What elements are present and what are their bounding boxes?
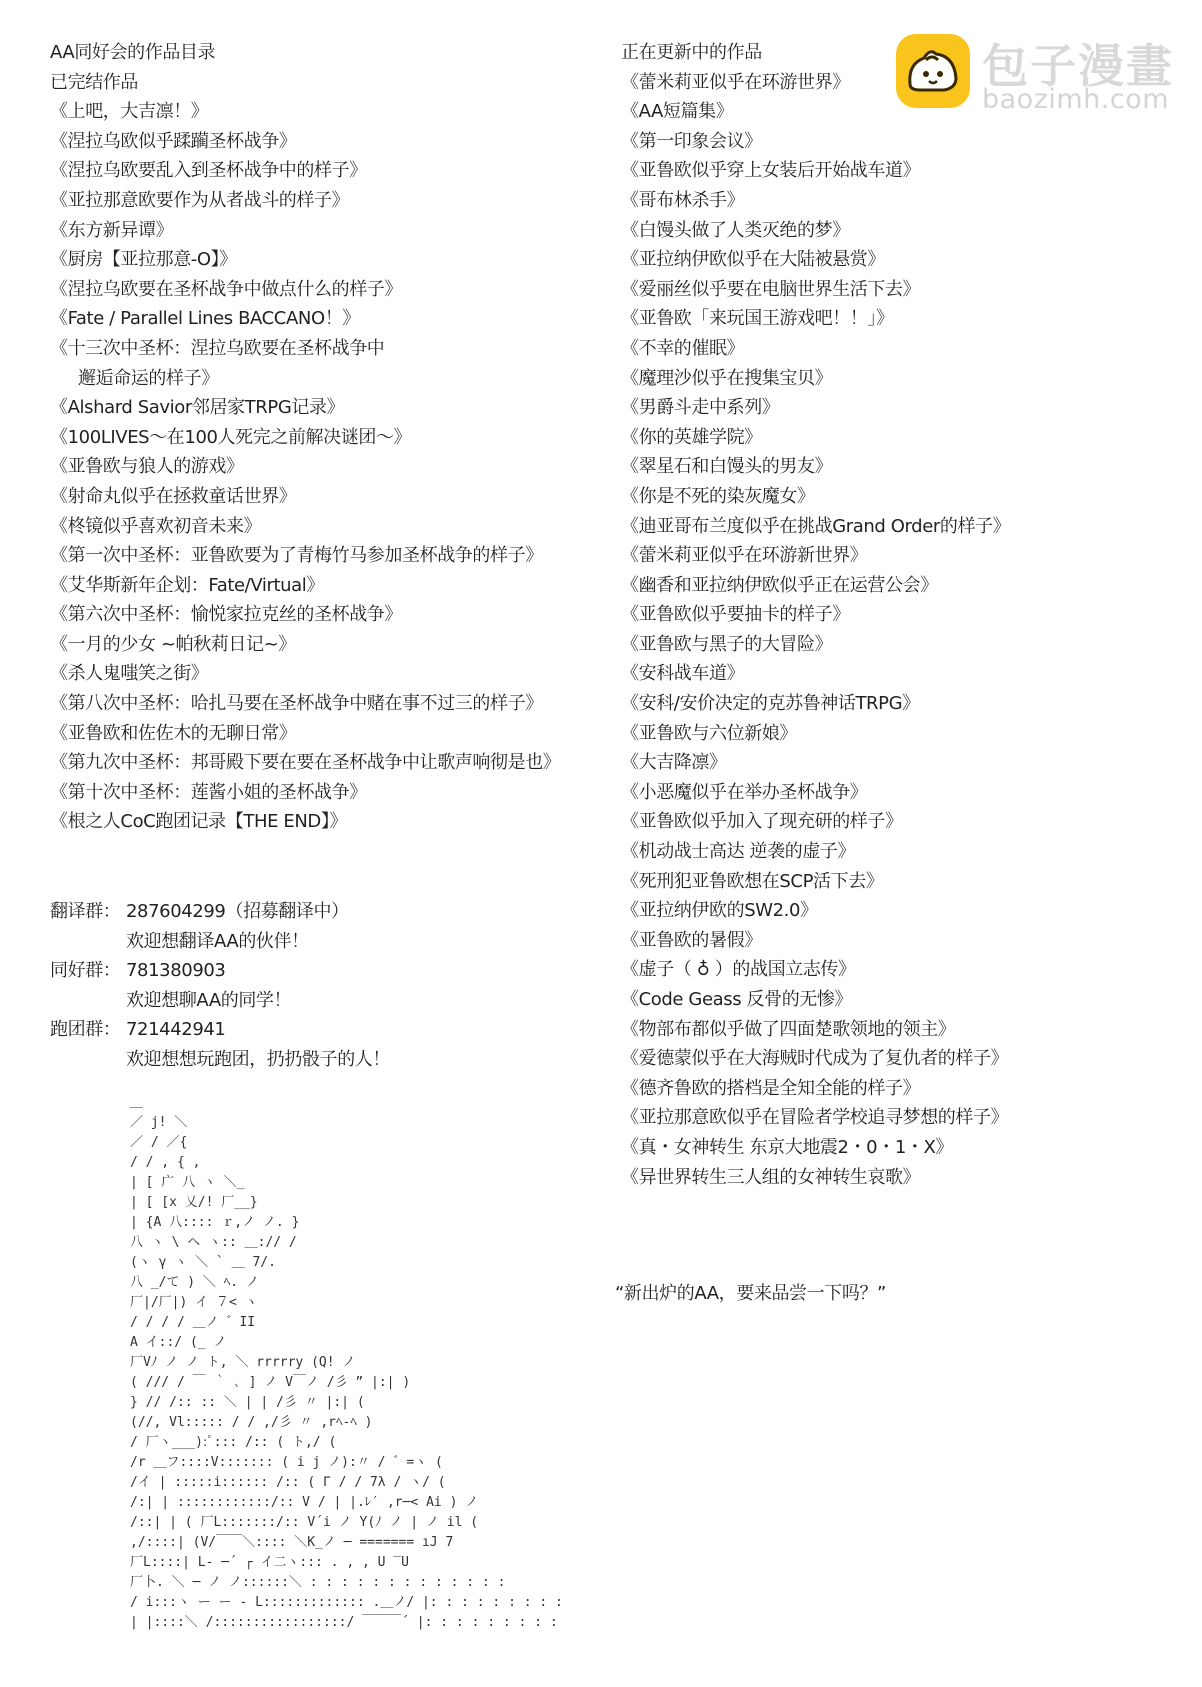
bun-logo-icon: [896, 34, 970, 108]
completed-item: 《亚鲁欧与狼人的游戏》: [50, 456, 244, 478]
ongoing-item: 《幽香和亚拉纳伊欧似乎正在运营公会》: [621, 574, 938, 596]
watermark-logo: [896, 34, 1192, 114]
ongoing-item: 《蕾米莉亚似乎在环游世界》: [621, 71, 850, 93]
completed-item: 《第十次中圣杯：莲酱小姐的圣杯战争》: [50, 781, 367, 803]
ascii-art-line: / / / / ＿ノ ゛II: [130, 1315, 256, 1330]
ascii-art-line: /イ | :::::i:::::: /:: ( Γ / / 7λ / ヽ/ (: [130, 1475, 446, 1490]
ongoing-item: 《虚子（ ♁ ）的战国立志传》: [621, 959, 856, 981]
completed-item: 《涅拉乌欧要乱入到圣杯战争中的样子》: [50, 160, 367, 182]
completed-item: 《Alshard Savior邻居家TRPG记录》: [50, 397, 345, 419]
ascii-art-line: 八 _/て ) ＼ ﾍ. ノ: [130, 1275, 259, 1290]
contact-number: 781380903: [126, 960, 226, 982]
completed-works-column: [50, 38, 610, 1075]
ongoing-item: 《亚鲁欧似乎要抽卡的样子》: [621, 604, 850, 626]
ascii-art-line: } // /:: :: ＼ | | /彡 〃 |:| (: [130, 1395, 365, 1410]
ongoing-item: 《白馒头做了人类灭绝的梦》: [621, 219, 850, 241]
completed-item: 《涅拉乌欧要在圣杯战争中做点什么的样子》: [50, 278, 402, 300]
completed-item: 《射命丸似乎在拯救童话世界》: [50, 485, 297, 507]
ongoing-item: 《AA短篇集》: [621, 101, 734, 123]
ongoing-item: 《魔理沙似乎在搜集宝贝》: [621, 367, 833, 389]
ascii-art-figure: [130, 1090, 780, 1650]
contact-note: 欢迎想聊AA的同学！: [126, 989, 292, 1011]
ascii-art-line: (//, Vl::::: / / ,/彡 〃 ,rﾍ-ﾍ ): [130, 1415, 373, 1430]
ascii-art-line: /:| | ::::::::::::/:: V / | |.ﾚ′ ,r─< Ai ) ノ: [130, 1495, 479, 1510]
ongoing-heading: 正在更新中的作品: [621, 42, 762, 63]
ongoing-item: 《德齐鲁欧的搭档是全知全能的样子》: [621, 1077, 921, 1099]
completed-item: 《柊镜似乎喜欢初音未来》: [50, 515, 262, 537]
completed-item: 《第六次中圣杯：愉悦家拉克丝的圣杯战争》: [50, 604, 402, 626]
ongoing-item: 《爱德蒙似乎在大海贼时代成为了复仇者的样子》: [621, 1048, 1009, 1070]
completed-item: 《根之人CoC跑团记录【THE END】》: [50, 811, 348, 833]
ascii-art-line: 厂Vﾉ ノ ノ ト, ＼ rrrrry (Q! ノ: [130, 1355, 356, 1370]
ongoing-item: 《安科战车道》: [621, 663, 745, 685]
ascii-art-line: ＿: [130, 1095, 144, 1110]
ascii-art-line: ( /// / ￣ ｀ ､ ] ノ V￣ノ /彡 ” |:| ): [130, 1375, 411, 1390]
ascii-art-line: /::| | ( 厂L:::::::/:: V´i ノ Y(ﾉ ノ | ノ il (: [130, 1515, 479, 1530]
contact-number: 287604299（招募翻译中）: [126, 901, 349, 923]
ongoing-item: 《亚拉那意欧似乎在冒险者学校追寻梦想的样子》: [621, 1107, 1009, 1129]
ascii-art-line: ,/::::| (V/￣￣＼:::: ＼K_ノ ─ ======= ıJ ̄7: [130, 1535, 454, 1550]
ongoing-item: 《亚拉纳伊欧似乎在大陆被悬赏》: [621, 249, 885, 271]
ongoing-item: 《你的英雄学院》: [621, 426, 762, 448]
contact-label: 跑团群：: [50, 1019, 121, 1041]
completed-item: 《第九次中圣杯：邦哥殿下要在要在圣杯战争中让歌声响彻是也》: [50, 752, 561, 774]
ascii-art-line: / 厂ヽ___):ﾟ::: /:: ( ト,/ (: [130, 1435, 337, 1450]
completed-item: 《100LIVES～在100人死完之前解决谜团～》: [50, 426, 412, 448]
watermark-url: baozimh.com: [982, 84, 1170, 115]
ascii-art-line: / / , { ,: [130, 1155, 201, 1170]
ongoing-works-column: [621, 38, 1091, 1192]
catalog-header: AA同好会的作品目录: [50, 42, 216, 63]
ascii-art-line: / i:::ヽ ー ー - L::::::::::::: .＿ノ/ |: : : : : : : : :: [130, 1595, 563, 1610]
ongoing-item: 《异世界转生三人组的女神转生哀歌》: [621, 1166, 921, 1188]
ongoing-item: 《机动战士高达 逆袭的虚子》: [621, 841, 856, 863]
ongoing-item: 《第一印象会议》: [621, 130, 762, 152]
completed-item: 《涅拉乌欧似乎蹂躏圣杯战争》: [50, 130, 297, 152]
ascii-art-line: (ヽ γ ヽ ＼ ` ＿ 7/.: [130, 1255, 276, 1270]
completed-item: 《艾华斯新年企划：Fate/Virtual》: [50, 574, 324, 596]
ascii-art-line: A イ::/ (_ ノ: [130, 1335, 227, 1350]
ongoing-item: 《死刑犯亚鲁欧想在SCP活下去》: [621, 870, 884, 892]
ascii-art-line: ／ j! ＼: [130, 1115, 188, 1130]
ongoing-item: 《蕾米莉亚似乎在环游新世界》: [621, 545, 868, 567]
ascii-art-line: | |::::＼ /:::::::::::::::::/ ￣￣￣´ |: : : : : : : : :: [130, 1615, 558, 1630]
completed-item: 《杀人鬼嗤笑之街》: [50, 663, 209, 685]
completed-item: 《一月的少女 ~帕秋莉日记~》: [50, 633, 296, 655]
ascii-art-line: | [ 广 八 ヽ ＼_: [130, 1175, 245, 1190]
ongoing-item: 《不幸的催眠》: [621, 337, 745, 359]
ongoing-item: 《亚鲁欧似乎穿上女装后开始战车道》: [621, 160, 921, 182]
ongoing-item: 《你是不死的染灰魔女》: [621, 485, 815, 507]
contact-group-trpg: [50, 1015, 610, 1074]
contact-note: 欢迎想翻译AA的伙伴！: [126, 930, 309, 952]
ongoing-item: 《亚鲁欧与六位新娘》: [621, 722, 797, 744]
completed-item-continuation: 邂逅命运的样子》: [78, 367, 219, 389]
completed-item: 《东方新异谭》: [50, 219, 174, 241]
contact-label: 翻译群：: [50, 901, 121, 923]
completed-item: 《第一次中圣杯：亚鲁欧要为了青梅竹马参加圣杯战争的样子》: [50, 545, 543, 567]
contact-number: 721442941: [126, 1019, 226, 1041]
ongoing-item: 《大吉降凛》: [621, 752, 727, 774]
ascii-art-line: 厂|/厂|) イ ７< ヽ: [130, 1295, 258, 1310]
ongoing-item: 《爱丽丝似乎要在电脑世界生活下去》: [621, 278, 921, 300]
ascii-art-line: | {A 八:::: ｒ,ノ ノ. }: [130, 1215, 300, 1230]
ongoing-item: 《亚鲁欧与黑子的大冒险》: [621, 633, 833, 655]
contact-group-fan: [50, 956, 610, 1015]
completed-item: 《厨房【亚拉那意-O】》: [50, 249, 237, 271]
ongoing-item: 《亚拉纳伊欧的SW2.0》: [621, 900, 818, 922]
ongoing-item: 《迪亚哥布兰度似乎在挑战Grand Order的样子》: [621, 515, 1011, 537]
ascii-art-line: /r ＿フ::::V::::::: ( i j ノ):〃 / ゛=ヽ (: [130, 1455, 443, 1470]
ascii-art-line: 厂卜. ＼ ─ ノ ノ::::::＼ : : : : : : : : : : : : :: [130, 1575, 506, 1590]
completed-item: 《十三次中圣杯：涅拉乌欧要在圣杯战争中: [50, 337, 385, 359]
ongoing-item: 《安科/安价决定的克苏鲁神话TRPG》: [621, 693, 920, 715]
completed-heading: 已完结作品: [50, 71, 138, 93]
contact-group-translation: [50, 897, 610, 956]
ongoing-item: 《翠星石和白馒头的男友》: [621, 456, 833, 478]
ongoing-item: 《男爵斗走中系列》: [621, 397, 780, 419]
contact-note: 欢迎想想玩跑团，扔扔骰子的人！: [126, 1049, 390, 1070]
completed-item: 《亚拉那意欧要作为从者战斗的样子》: [50, 189, 350, 211]
ascii-art-line: | [ [x 乂/! 厂__}: [130, 1195, 258, 1210]
ongoing-item: 《小恶魔似乎在举办圣杯战争》: [621, 781, 868, 803]
completed-item: 《第八次中圣杯：哈扎马要在圣杯战争中赌在事不过三的样子》: [50, 693, 543, 715]
ascii-art-line: ／ / ／{: [130, 1135, 188, 1150]
completed-item: 《上吧，大吉凛！》: [50, 101, 209, 123]
watermark-name: 包子漫畫: [982, 39, 1174, 93]
ongoing-item: 《哥布林杀手》: [621, 189, 745, 211]
speech-caption: “新出炉的AA，要来品尝一下吗？”: [615, 1283, 886, 1304]
ongoing-item: 《真・女神转生 东京大地震2・0・1・X》: [621, 1136, 954, 1158]
completed-item: 《亚鲁欧和佐佐木的无聊日常》: [50, 722, 297, 744]
ongoing-item: 《亚鲁欧似乎加入了现充研的样子》: [621, 811, 903, 833]
ongoing-item: 《亚鲁欧「来玩国王游戏吧！！」》: [621, 308, 894, 330]
ongoing-item: 《物部布都似乎做了四面楚歌领地的领主》: [621, 1018, 956, 1040]
completed-item: 《Fate / Parallel Lines BACCANO！》: [50, 308, 360, 330]
ascii-art-line: 八 ヽ \ ヘ ヽ:: ＿:// /: [130, 1235, 297, 1250]
contact-label: 同好群：: [50, 960, 121, 982]
ongoing-item: 《亚鲁欧的暑假》: [621, 929, 762, 951]
ascii-art-line: 厂L::::| L- ─´ ┌ イ二ヽ::: . , , U ‾U: [130, 1555, 409, 1570]
ongoing-item: 《Code Geass 反骨的无惨》: [621, 989, 853, 1010]
